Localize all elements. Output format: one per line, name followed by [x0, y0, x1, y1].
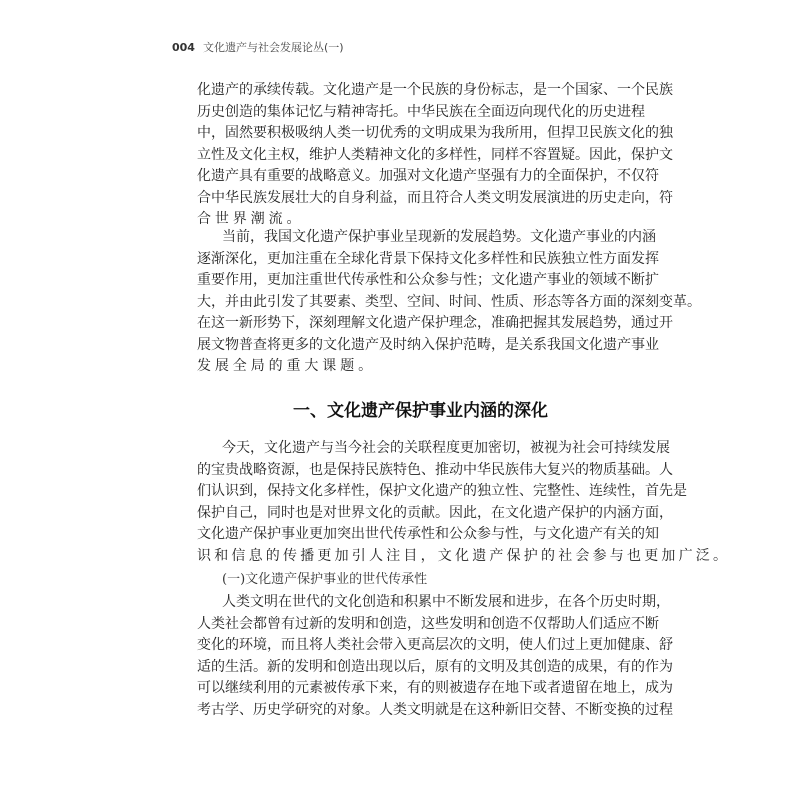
- text-line: 合世界潮流。: [197, 211, 305, 227]
- text-line: 文化遗产保护事业更加突出世代传承性和公众参与性，与文化遗产有关的知: [197, 526, 659, 542]
- text-line: 合中华民族发展壮大的自身利益，而且符合人类文明发展演进的历史走向，符: [197, 189, 673, 206]
- page-number: 004: [172, 41, 195, 54]
- text-line: 逐渐深化，更加注重在全球化背景下保持文化多样性和民族独立性方面发挥: [197, 250, 659, 267]
- text-line: 人类社会都曾有过新的发明和创造，这些发明和创造不仅帮助人们适应不断: [197, 615, 659, 632]
- text-line: 在这一新形势下，深刻理解文化遗产保护理念，准确把握其发展趋势，通过开: [197, 315, 673, 331]
- text-line: 识和信息的传播更加引人注目，文化遗产保护的社会参与也更加广泛。: [197, 547, 731, 564]
- text-line: 今天，文化遗产与当今社会的关联程度更加密切，被视为社会可持续发展: [222, 440, 670, 456]
- text-line: 保护自己，同时也是对世界文化的贡献。因此，在文化遗产保护的内涵方面，: [197, 504, 673, 521]
- book-title: 文化遗产与社会发展论丛(一): [202, 41, 344, 54]
- text-line: 适的生活。新的发明和创造出现以后，原有的文明及其创造的成果，有的作为: [197, 658, 673, 675]
- text-line: 们认识到，保持文化多样性，保护文化遗产的独立性、完整性、连续性，首先是: [197, 483, 687, 499]
- text-line: 考古学、历史学研究的对象。人类文明就是在这种新旧交替、不断变换的过程: [197, 701, 673, 718]
- text-line: 变化的环境，而且将人类社会带入更高层次的文明，使人们过上更加健康、舒: [197, 637, 673, 653]
- text-line: 立性及文化主权，维护人类精神文化的多样性，同样不容置疑。因此，保护文: [197, 146, 673, 163]
- text-line: 展文物普查将更多的文化遗产及时纳入保护范畴，是关系我国文化遗产事业: [197, 336, 659, 353]
- text-line: 化遗产具有重要的战略意义。加强对文化遗产坚强有力的全面保护，不仅符: [197, 168, 659, 184]
- section-heading: 一、文化遗产保护事业内涵的深化: [293, 401, 548, 421]
- text-line: 当前，我国文化遗产保护事业呈现新的发展趋势。文化遗产事业的内涵: [222, 229, 656, 245]
- text-line: 的宝贵战略资源，也是保持民族特色、推动中华民族伟大复兴的物质基础。人: [197, 461, 673, 478]
- text-line: 中，固然要积极吸纳人类一切优秀的文明成果为我所用，但捍卫民族文化的独: [197, 125, 673, 141]
- text-line: 重要作用，更加注重世代传承性和公众参与性；文化遗产事业的领域不断扩: [197, 272, 659, 288]
- text-line: 大，并由此引发了其要素、类型、空间、时间、性质、形态等各方面的深刻变革。: [197, 293, 701, 310]
- text-line: 发展全局的重大课题。: [197, 358, 376, 374]
- text-line: 历史创造的集体记忆与精神寄托。中华民族在全面迈向现代化的历史进程: [197, 103, 645, 120]
- running-header: [172, 39, 344, 55]
- text-line: 可以继续利用的元素被传承下来，有的则被遗存在地下或者遗留在地上，成为: [197, 680, 673, 696]
- subsection-heading: (一)文化遗产保护事业的世代传承性: [222, 572, 428, 587]
- text-line: 化遗产的承续传载。文化遗产是一个民族的身份标志，是一个国家、一个民族: [197, 82, 673, 98]
- text-line: 人类文明在世代的文化创造和积累中不断发展和进步，在各个历史时期，: [222, 594, 670, 610]
